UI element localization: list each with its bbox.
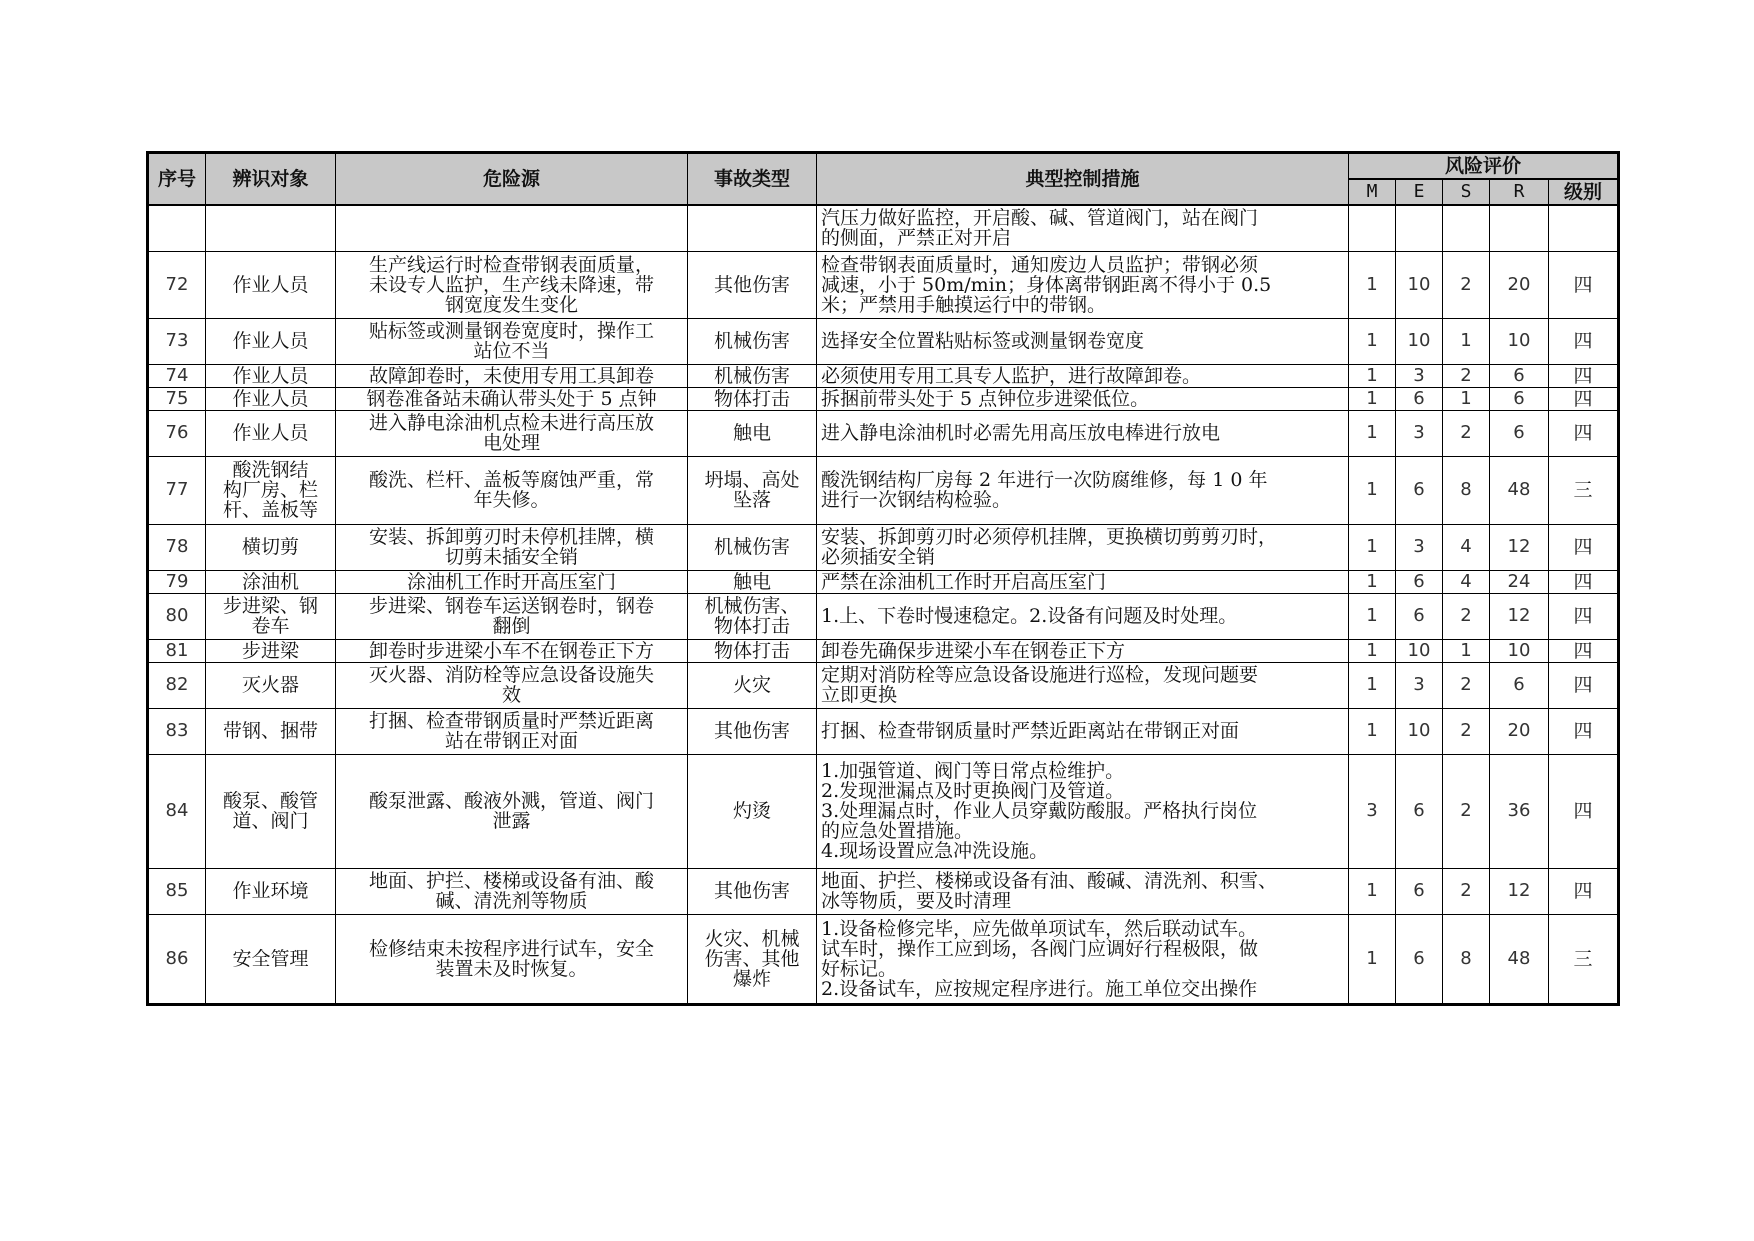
cell-control xyxy=(817,708,1349,754)
cell-hazard-line: 钢卷准备站未确认带头处于 5 点钟 xyxy=(366,387,657,410)
cell-accident-type-line: 机械伤害、 xyxy=(704,595,800,617)
cell-object xyxy=(206,205,336,251)
cell-control xyxy=(817,639,1349,662)
cell-control xyxy=(817,754,1349,868)
cell-accident-type xyxy=(688,251,817,318)
cell-hazard xyxy=(336,251,688,318)
cell-no: 77 xyxy=(148,456,206,524)
cell-level xyxy=(1549,205,1619,251)
cell-control xyxy=(817,524,1349,570)
cell-r: 12 xyxy=(1490,868,1549,914)
cell-s: 2 xyxy=(1443,708,1490,754)
cell-hazard-line: 打捆、检查带钢质量时严禁近距离 xyxy=(368,710,654,732)
cell-hazard-line: 未设专人监护，生产线未降速，带 xyxy=(368,273,654,296)
table-row xyxy=(148,593,1619,639)
cell-object xyxy=(206,639,336,662)
cell-accident-type xyxy=(688,387,817,410)
cell-level: 四 xyxy=(1549,318,1619,364)
cell-hazard-line: 装置未及时恢复。 xyxy=(435,957,588,980)
cell-object xyxy=(206,662,336,708)
table-row xyxy=(148,914,1619,1004)
cell-control xyxy=(817,205,1349,251)
cell-control-line: 2.设备试车，应按规定程序进行。施工单位交出操作 xyxy=(821,977,1258,1000)
cell-control xyxy=(817,914,1349,1004)
cell-control-line: 安装、拆卸剪刃时必须停机挂牌，更换横切剪剪刃时， xyxy=(821,526,1278,548)
cell-hazard xyxy=(336,708,688,754)
cell-control xyxy=(817,868,1349,914)
cell-hazard xyxy=(336,639,688,662)
cell-m: 1 xyxy=(1349,570,1396,593)
cell-e: 10 xyxy=(1396,251,1443,318)
cell-hazard-line: 生产线运行时检查带钢表面质量， xyxy=(368,253,654,276)
cell-object-line: 安全管理 xyxy=(232,947,309,970)
cell-accident-type xyxy=(688,205,817,251)
cell-e: 3 xyxy=(1396,662,1443,708)
cell-control-line: 3.处理漏点时，作业人员穿戴防酸服。严格执行岗位 xyxy=(821,800,1258,822)
cell-level: 四 xyxy=(1549,662,1619,708)
cell-s: 2 xyxy=(1443,754,1490,868)
cell-no: 80 xyxy=(148,593,206,639)
cell-control-line: 酸洗钢结构厂房每 2 年进行一次防腐维修，每 1 0 年 xyxy=(821,469,1268,491)
cell-control xyxy=(817,662,1349,708)
cell-r: 10 xyxy=(1490,318,1549,364)
cell-control xyxy=(817,570,1349,593)
cell-level: 四 xyxy=(1549,524,1619,570)
cell-accident-type-line: 其他伤害 xyxy=(713,880,790,902)
cell-accident-type-line: 物体打击 xyxy=(713,639,790,662)
cell-r: 12 xyxy=(1490,593,1549,639)
cell-accident-type xyxy=(688,410,817,456)
cell-object-line: 作业环境 xyxy=(232,880,309,902)
cell-m: 1 xyxy=(1349,639,1396,662)
cell-no: 73 xyxy=(148,318,206,364)
cell-control-line: 卸卷先确保步进梁小车在钢卷正下方 xyxy=(821,639,1126,662)
header-risk-group: 风险评价 xyxy=(1349,153,1619,180)
header-object: 辨识对象 xyxy=(206,153,336,206)
cell-s: 2 xyxy=(1443,593,1490,639)
cell-no xyxy=(148,205,206,251)
cell-hazard-line: 卸卷时步进梁小车不在钢卷正下方 xyxy=(368,639,654,662)
cell-control xyxy=(817,364,1349,387)
cell-hazard-line: 泄露 xyxy=(492,810,531,832)
table-row xyxy=(148,754,1619,868)
cell-no: 76 xyxy=(148,410,206,456)
cell-control-line: 1.设备检修完毕，应先做单项试车，然后联动试车。 xyxy=(821,917,1258,940)
cell-object-line: 酸洗钢结 xyxy=(232,459,309,481)
header-r: R xyxy=(1490,179,1549,205)
cell-level: 三 xyxy=(1549,456,1619,524)
cell-s: 2 xyxy=(1443,364,1490,387)
table-row xyxy=(148,456,1619,524)
cell-no: 72 xyxy=(148,251,206,318)
cell-e: 6 xyxy=(1396,868,1443,914)
cell-object-line: 横切剪 xyxy=(241,536,299,558)
cell-r: 48 xyxy=(1490,914,1549,1004)
cell-accident-type xyxy=(688,570,817,593)
header-m: M xyxy=(1349,179,1396,205)
cell-r: 6 xyxy=(1490,410,1549,456)
cell-hazard-line: 钢宽度发生变化 xyxy=(444,293,578,316)
cell-object xyxy=(206,524,336,570)
table-row xyxy=(148,639,1619,662)
cell-hazard-line: 步进梁、钢卷车运送钢卷时，钢卷 xyxy=(368,595,654,617)
table-row xyxy=(148,318,1619,364)
cell-r: 48 xyxy=(1490,456,1549,524)
cell-control xyxy=(817,410,1349,456)
header-e: E xyxy=(1396,179,1443,205)
cell-accident-type-line: 坠落 xyxy=(732,489,771,511)
cell-hazard xyxy=(336,318,688,364)
cell-r: 6 xyxy=(1490,364,1549,387)
table-row xyxy=(148,662,1619,708)
cell-e: 6 xyxy=(1396,593,1443,639)
cell-hazard-line: 切剪未插安全销 xyxy=(444,546,578,568)
cell-m: 1 xyxy=(1349,524,1396,570)
cell-level: 四 xyxy=(1549,251,1619,318)
cell-hazard-line: 站位不当 xyxy=(473,340,550,362)
cell-no: 74 xyxy=(148,364,206,387)
cell-control-line: 必须使用专用工具专人监护，进行故障卸卷。 xyxy=(821,364,1202,387)
cell-control-line: 检查带钢表面质量时，通知废边人员监护；带钢必须 xyxy=(821,253,1259,276)
cell-accident-type-line: 触电 xyxy=(732,570,771,593)
cell-accident-type-line: 触电 xyxy=(732,422,771,444)
cell-hazard-line: 故障卸卷时，未使用专用工具卸卷 xyxy=(368,364,654,387)
cell-control-line: 立即更换 xyxy=(821,684,898,706)
cell-level: 四 xyxy=(1549,410,1619,456)
table-row xyxy=(148,410,1619,456)
cell-s: 4 xyxy=(1443,570,1490,593)
cell-level: 三 xyxy=(1549,914,1619,1004)
cell-control-line: 定期对消防栓等应急设备设施进行巡检，发现问题要 xyxy=(821,664,1259,686)
table-row xyxy=(148,524,1619,570)
cell-object-line: 作业人员 xyxy=(232,422,309,444)
cell-s: 2 xyxy=(1443,868,1490,914)
cell-object xyxy=(206,708,336,754)
cell-r: 24 xyxy=(1490,570,1549,593)
cell-no: 82 xyxy=(148,662,206,708)
cell-object-line: 作业人员 xyxy=(232,330,309,352)
cell-control xyxy=(817,456,1349,524)
cell-r xyxy=(1490,205,1549,251)
cell-s xyxy=(1443,205,1490,251)
cell-hazard-line: 涂油机工作时开高压室门 xyxy=(406,570,616,593)
cell-object-line: 卷车 xyxy=(251,615,290,637)
cell-control-line: 好标记。 xyxy=(821,957,898,980)
header-accident-type: 事故类型 xyxy=(688,153,817,206)
cell-object xyxy=(206,868,336,914)
cell-control-line: 进入静电涂油机时必需先用高压放电棒进行放电 xyxy=(821,422,1221,444)
cell-accident-type xyxy=(688,639,817,662)
cell-hazard-line: 地面、护拦、楼梯或设备有油、酸 xyxy=(368,870,654,892)
cell-e: 3 xyxy=(1396,524,1443,570)
cell-accident-type-line: 机械伤害 xyxy=(713,536,790,558)
cell-m: 1 xyxy=(1349,708,1396,754)
cell-object xyxy=(206,251,336,318)
cell-object xyxy=(206,593,336,639)
cell-m: 3 xyxy=(1349,754,1396,868)
cell-hazard xyxy=(336,570,688,593)
cell-accident-type-line: 其他伤害 xyxy=(713,273,790,296)
cell-hazard xyxy=(336,364,688,387)
cell-m: 1 xyxy=(1349,410,1396,456)
table-row xyxy=(148,570,1619,593)
cell-control-line: 的应急处置措施。 xyxy=(821,820,974,842)
cell-no: 75 xyxy=(148,387,206,410)
cell-hazard-line: 灭火器、消防栓等应急设备设施失 xyxy=(368,664,654,686)
cell-e: 6 xyxy=(1396,456,1443,524)
cell-object-line: 步进梁、钢 xyxy=(222,595,318,617)
cell-object-line: 道、阀门 xyxy=(232,810,309,832)
cell-hazard xyxy=(336,205,688,251)
cell-hazard xyxy=(336,662,688,708)
cell-control-line: 的侧面，严禁正对开启 xyxy=(821,227,1012,250)
cell-hazard xyxy=(336,868,688,914)
cell-object-line: 作业人员 xyxy=(232,273,309,296)
cell-control xyxy=(817,251,1349,318)
cell-hazard-line: 翻倒 xyxy=(492,615,531,637)
cell-accident-type-line: 灼烫 xyxy=(732,800,771,822)
cell-s: 1 xyxy=(1443,318,1490,364)
cell-accident-type xyxy=(688,318,817,364)
cell-level: 四 xyxy=(1549,387,1619,410)
cell-accident-type xyxy=(688,914,817,1004)
cell-e: 3 xyxy=(1396,410,1443,456)
cell-control-line: 冰等物质，要及时清理 xyxy=(821,890,1012,912)
cell-e: 6 xyxy=(1396,570,1443,593)
cell-control-line: 1.加强管道、阀门等日常点检维护。 xyxy=(821,760,1125,782)
cell-object xyxy=(206,570,336,593)
cell-object-line: 带钢、捆带 xyxy=(222,720,318,742)
header-no: 序号 xyxy=(148,153,206,206)
cell-e: 6 xyxy=(1396,914,1443,1004)
cell-control-line: 减速，小于 50m/min；身体离带钢距离不得小于 0.5 xyxy=(821,273,1272,296)
table-header xyxy=(148,153,1619,206)
cell-accident-type-line: 物体打击 xyxy=(713,387,790,410)
cell-control xyxy=(817,387,1349,410)
cell-object-line: 灭火器 xyxy=(241,674,299,696)
cell-no: 85 xyxy=(148,868,206,914)
cell-object-line: 涂油机 xyxy=(241,570,299,593)
cell-no: 78 xyxy=(148,524,206,570)
cell-accident-type-line: 物体打击 xyxy=(713,615,790,637)
cell-s: 8 xyxy=(1443,456,1490,524)
cell-no: 79 xyxy=(148,570,206,593)
cell-control-line: 进行一次钢结构检验。 xyxy=(821,489,1012,511)
cell-accident-type-line: 其他伤害 xyxy=(713,720,790,742)
cell-m xyxy=(1349,205,1396,251)
cell-e: 10 xyxy=(1396,318,1443,364)
cell-hazard-line: 电处理 xyxy=(482,432,540,454)
cell-hazard-line: 酸洗、栏杆、盖板等腐蚀严重，常 xyxy=(368,469,654,491)
cell-accident-type xyxy=(688,868,817,914)
cell-accident-type xyxy=(688,524,817,570)
header-s: S xyxy=(1443,179,1490,205)
cell-accident-type-line: 机械伤害 xyxy=(713,364,790,387)
cell-object xyxy=(206,754,336,868)
cell-hazard-line: 碱、清洗剂等物质 xyxy=(435,890,588,912)
cell-hazard-line: 进入静电涂油机点检未进行高压放 xyxy=(368,412,654,434)
cell-accident-type xyxy=(688,593,817,639)
header-control: 典型控制措施 xyxy=(817,153,1349,206)
cell-r: 6 xyxy=(1490,662,1549,708)
cell-e xyxy=(1396,205,1443,251)
cell-m: 1 xyxy=(1349,364,1396,387)
cell-s: 2 xyxy=(1443,410,1490,456)
table-body xyxy=(148,205,1619,1004)
cell-object xyxy=(206,387,336,410)
cell-control-line: 4.现场设置应急冲洗设施。 xyxy=(821,840,1049,862)
cell-r: 12 xyxy=(1490,524,1549,570)
cell-level: 四 xyxy=(1549,639,1619,662)
cell-accident-type-line: 火灾、机械 xyxy=(704,927,800,950)
cell-control-line: 严禁在涂油机工作时开启高压室门 xyxy=(821,570,1107,593)
cell-control-line: 打捆、检查带钢质量时严禁近距离站在带钢正对面 xyxy=(821,720,1240,742)
cell-no: 86 xyxy=(148,914,206,1004)
cell-r: 6 xyxy=(1490,387,1549,410)
cell-accident-type xyxy=(688,754,817,868)
cell-e: 10 xyxy=(1396,639,1443,662)
table-row xyxy=(148,387,1619,410)
header-hazard: 危险源 xyxy=(336,153,688,206)
cell-s: 2 xyxy=(1443,662,1490,708)
header-level: 级别 xyxy=(1549,179,1619,205)
cell-control-line: 2.发现泄漏点及时更换阀门及管道。 xyxy=(821,780,1125,802)
cell-control-line: 汽压力做好监控，开启酸、碱、管道阀门，站在阀门 xyxy=(821,207,1259,230)
cell-accident-type-line: 爆炸 xyxy=(732,967,771,990)
cell-hazard xyxy=(336,914,688,1004)
cell-object xyxy=(206,364,336,387)
cell-e: 10 xyxy=(1396,708,1443,754)
cell-m: 1 xyxy=(1349,868,1396,914)
cell-accident-type xyxy=(688,364,817,387)
cell-hazard-line: 年失修。 xyxy=(473,489,550,511)
cell-hazard-line: 安装、拆卸剪刃时未停机挂牌，横 xyxy=(368,526,654,548)
cell-level: 四 xyxy=(1549,868,1619,914)
cell-s: 1 xyxy=(1443,387,1490,410)
cell-accident-type-line: 机械伤害 xyxy=(713,330,790,352)
cell-s: 8 xyxy=(1443,914,1490,1004)
cell-e: 3 xyxy=(1396,364,1443,387)
table-row xyxy=(148,251,1619,318)
cell-level: 四 xyxy=(1549,593,1619,639)
cell-level: 四 xyxy=(1549,570,1619,593)
cell-control-line: 地面、护拦、楼梯或设备有油、酸碱、清洗剂、积雪、 xyxy=(821,870,1278,892)
cell-control-line: 试车时，操作工应到场，各阀门应调好行程极限，做 xyxy=(821,937,1259,960)
cell-hazard xyxy=(336,593,688,639)
cell-level: 四 xyxy=(1549,754,1619,868)
cell-m: 1 xyxy=(1349,593,1396,639)
cell-no: 83 xyxy=(148,708,206,754)
table-row xyxy=(148,708,1619,754)
cell-object xyxy=(206,318,336,364)
cell-object xyxy=(206,456,336,524)
cell-hazard xyxy=(336,524,688,570)
cell-hazard-line: 检修结束未按程序进行试车，安全 xyxy=(368,937,654,960)
cell-control xyxy=(817,318,1349,364)
cell-s: 1 xyxy=(1443,639,1490,662)
cell-object-line: 杆、盖板等 xyxy=(222,499,318,521)
cell-r: 20 xyxy=(1490,251,1549,318)
cell-accident-type xyxy=(688,662,817,708)
cell-accident-type-line: 火灾 xyxy=(732,674,771,696)
cell-hazard-line: 贴标签或测量钢卷宽度时，操作工 xyxy=(368,320,654,342)
cell-no: 81 xyxy=(148,639,206,662)
cell-s: 4 xyxy=(1443,524,1490,570)
cell-object xyxy=(206,914,336,1004)
table-row xyxy=(148,868,1619,914)
cell-hazard xyxy=(336,456,688,524)
cell-control xyxy=(817,593,1349,639)
cell-level: 四 xyxy=(1549,364,1619,387)
cell-r: 20 xyxy=(1490,708,1549,754)
risk-assessment-table xyxy=(146,151,1620,1006)
cell-object-line: 构厂房、栏 xyxy=(222,479,318,501)
cell-accident-type xyxy=(688,708,817,754)
cell-r: 10 xyxy=(1490,639,1549,662)
cell-control-line: 选择安全位置粘贴标签或测量钢卷宽度 xyxy=(821,330,1145,352)
cell-object-line: 作业人员 xyxy=(232,387,309,410)
cell-hazard xyxy=(336,754,688,868)
table-row xyxy=(148,364,1619,387)
cell-m: 1 xyxy=(1349,914,1396,1004)
cell-object-line: 步进梁 xyxy=(241,639,299,662)
cell-e: 6 xyxy=(1396,387,1443,410)
cell-m: 1 xyxy=(1349,251,1396,318)
cell-hazard-line: 站在带钢正对面 xyxy=(444,730,578,752)
cell-hazard xyxy=(336,410,688,456)
table-row xyxy=(148,205,1619,251)
cell-object xyxy=(206,410,336,456)
cell-control-line: 米；严禁用手触摸运行中的带钢。 xyxy=(821,293,1107,316)
cell-accident-type-line: 坍塌、高处 xyxy=(704,469,800,491)
cell-m: 1 xyxy=(1349,387,1396,410)
cell-control-line: 必须插安全销 xyxy=(821,546,936,568)
cell-m: 1 xyxy=(1349,318,1396,364)
cell-r: 36 xyxy=(1490,754,1549,868)
cell-accident-type-line: 伤害、其他 xyxy=(704,947,800,970)
cell-object-line: 酸泵、酸管 xyxy=(222,790,318,812)
cell-control-line: 1.上、下卷时慢速稳定。2.设备有问题及时处理。 xyxy=(821,605,1238,627)
cell-no: 84 xyxy=(148,754,206,868)
cell-m: 1 xyxy=(1349,662,1396,708)
cell-s: 2 xyxy=(1443,251,1490,318)
cell-e: 6 xyxy=(1396,754,1443,868)
cell-hazard-line: 效 xyxy=(501,684,521,706)
cell-m: 1 xyxy=(1349,456,1396,524)
cell-control-line: 拆捆前带头处于 5 点钟位步进梁低位。 xyxy=(821,387,1150,410)
cell-object-line: 作业人员 xyxy=(232,364,309,387)
cell-hazard-line: 酸泵泄露、酸液外溅，管道、阀门 xyxy=(368,790,654,812)
cell-hazard xyxy=(336,387,688,410)
cell-accident-type xyxy=(688,456,817,524)
cell-level: 四 xyxy=(1549,708,1619,754)
